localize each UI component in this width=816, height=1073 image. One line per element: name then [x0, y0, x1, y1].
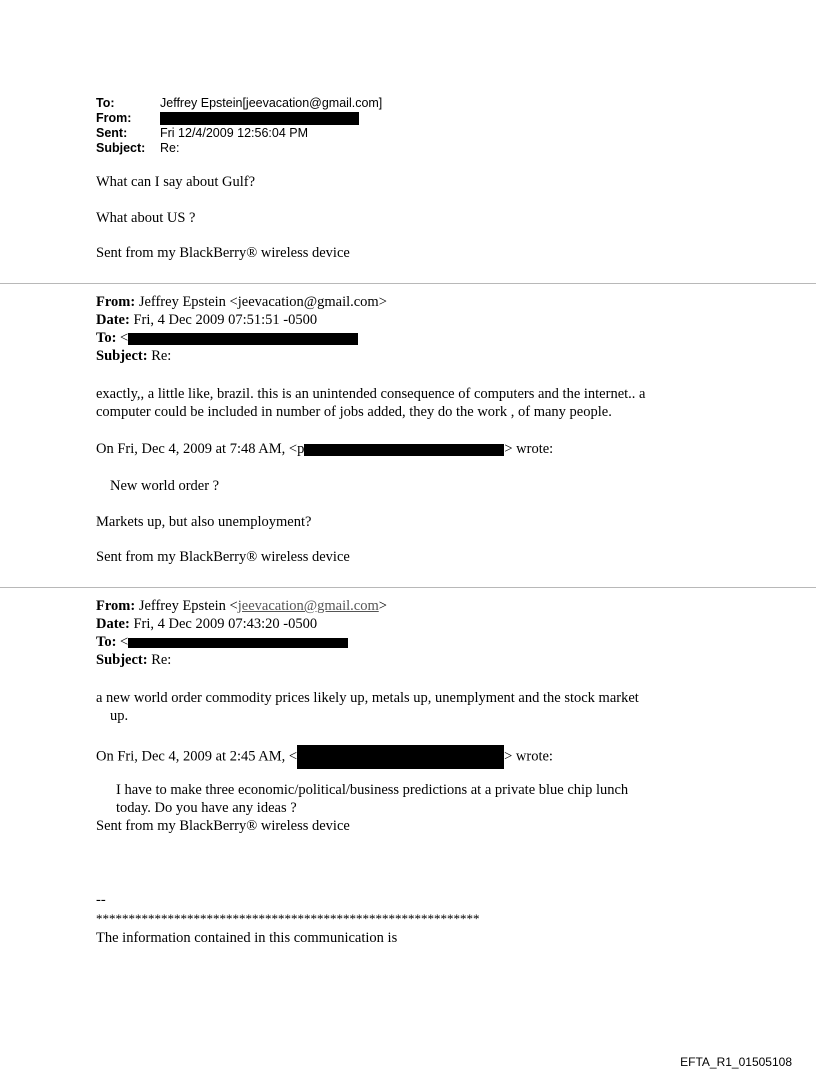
- to-row: [96, 96, 382, 111]
- message2-to: [96, 330, 358, 347]
- sent-value: Fri 12/4/2009 12:56:04 PM: [160, 126, 309, 140]
- quote-intro-prefix: On Fri, Dec 4, 2009 at 2:45 AM, <: [96, 748, 298, 765]
- message3-body-line1: a new world order commodity prices likely up, metals up, unemplyment and the stock market: [96, 690, 639, 706]
- message2-date: [96, 312, 317, 329]
- date-label: Date:: [96, 616, 130, 632]
- divider: [0, 283, 816, 284]
- message3-quote-line2: today. Do you have any ideas ?: [116, 800, 297, 816]
- quote-intro-prefix: On Fri, Dec 4, 2009 at 7:48 AM, <p: [96, 441, 305, 457]
- sent-row: [96, 126, 382, 141]
- message3-subject: [96, 652, 171, 669]
- redaction-bar: [128, 333, 358, 345]
- document-id: EFTA_R1_01505108: [680, 1055, 792, 1069]
- email-link[interactable]: jeevacation@gmail.com: [237, 598, 379, 614]
- message3-date: [96, 616, 317, 633]
- quote-intro-suffix: > wrote:: [504, 748, 553, 765]
- message3-to: [96, 634, 348, 651]
- from-label: From:: [96, 598, 136, 614]
- message3-quote-intro: [96, 745, 553, 769]
- message3-signature: Sent from my BlackBerry® wireless device: [96, 818, 350, 834]
- date-label: Date:: [96, 312, 130, 328]
- subject-row: [96, 141, 382, 156]
- email-header: [96, 96, 382, 156]
- redaction-bar: [160, 112, 359, 125]
- message2-subject: [96, 348, 171, 365]
- message1-line1: What can I say about Gulf?: [96, 174, 256, 190]
- message2-body-line1: exactly,, a little like, brazil. this is an unintended consequence of computers and the internet.. a: [96, 386, 646, 402]
- message2-body-line2: computer could be included in number of jobs added, they do the work , of many people.: [96, 404, 612, 420]
- divider: [0, 587, 816, 588]
- date-value: Fri, 4 Dec 2009 07:51:51 -0500: [133, 312, 318, 328]
- message2-quote-line1: New world order ?: [110, 478, 220, 494]
- to-label: To:: [96, 96, 115, 110]
- subject-label: Subject:: [96, 348, 148, 364]
- message1-signature: Sent from my BlackBerry® wireless device: [96, 245, 350, 261]
- message2-quote-intro: [96, 441, 553, 458]
- to-value: Jeffrey Epstein[jeevacation@gmail.com]: [160, 96, 383, 110]
- quote-intro-suffix: > wrote:: [504, 441, 554, 457]
- footer-asterisks: ***********************************************************: [96, 911, 480, 926]
- date-value: Fri, 4 Dec 2009 07:43:20 -0500: [133, 616, 318, 632]
- to-prefix: <: [120, 634, 129, 650]
- message2-from: [96, 294, 387, 311]
- subject-value: Re:: [160, 141, 180, 155]
- to-label: To:: [96, 634, 117, 650]
- subject-label: Subject:: [96, 141, 146, 155]
- footer-info-text: The information contained in this communication is: [96, 930, 398, 946]
- redaction-bar: [128, 638, 348, 648]
- from-label: From:: [96, 294, 136, 310]
- to-label: To:: [96, 330, 117, 346]
- subject-value: Re:: [151, 652, 172, 668]
- redaction-bar: [304, 444, 504, 456]
- subject-value: Re:: [151, 348, 172, 364]
- from-value: Jeffrey Epstein <jeevacation@gmail.com>: [138, 294, 387, 310]
- sent-label: Sent:: [96, 126, 128, 140]
- message2-signature: Sent from my BlackBerry® wireless device: [96, 549, 350, 565]
- from-label: From:: [96, 111, 132, 125]
- from-name: Jeffrey Epstein <: [138, 598, 238, 614]
- message2-quote-line2: Markets up, but also unemployment?: [96, 514, 312, 530]
- from-row: [96, 111, 382, 126]
- message3-from: [96, 598, 387, 615]
- message3-quote-line1: I have to make three economic/political/business predictions at a private blue chip lunch: [116, 782, 629, 798]
- message3-body-line2: up.: [110, 708, 129, 724]
- footer-dashes: --: [96, 892, 106, 908]
- message1-line2: What about US ?: [96, 210, 196, 226]
- subject-label: Subject:: [96, 652, 148, 668]
- redaction-bar: [297, 745, 504, 769]
- to-prefix: <: [120, 330, 129, 346]
- from-close: >: [378, 598, 387, 614]
